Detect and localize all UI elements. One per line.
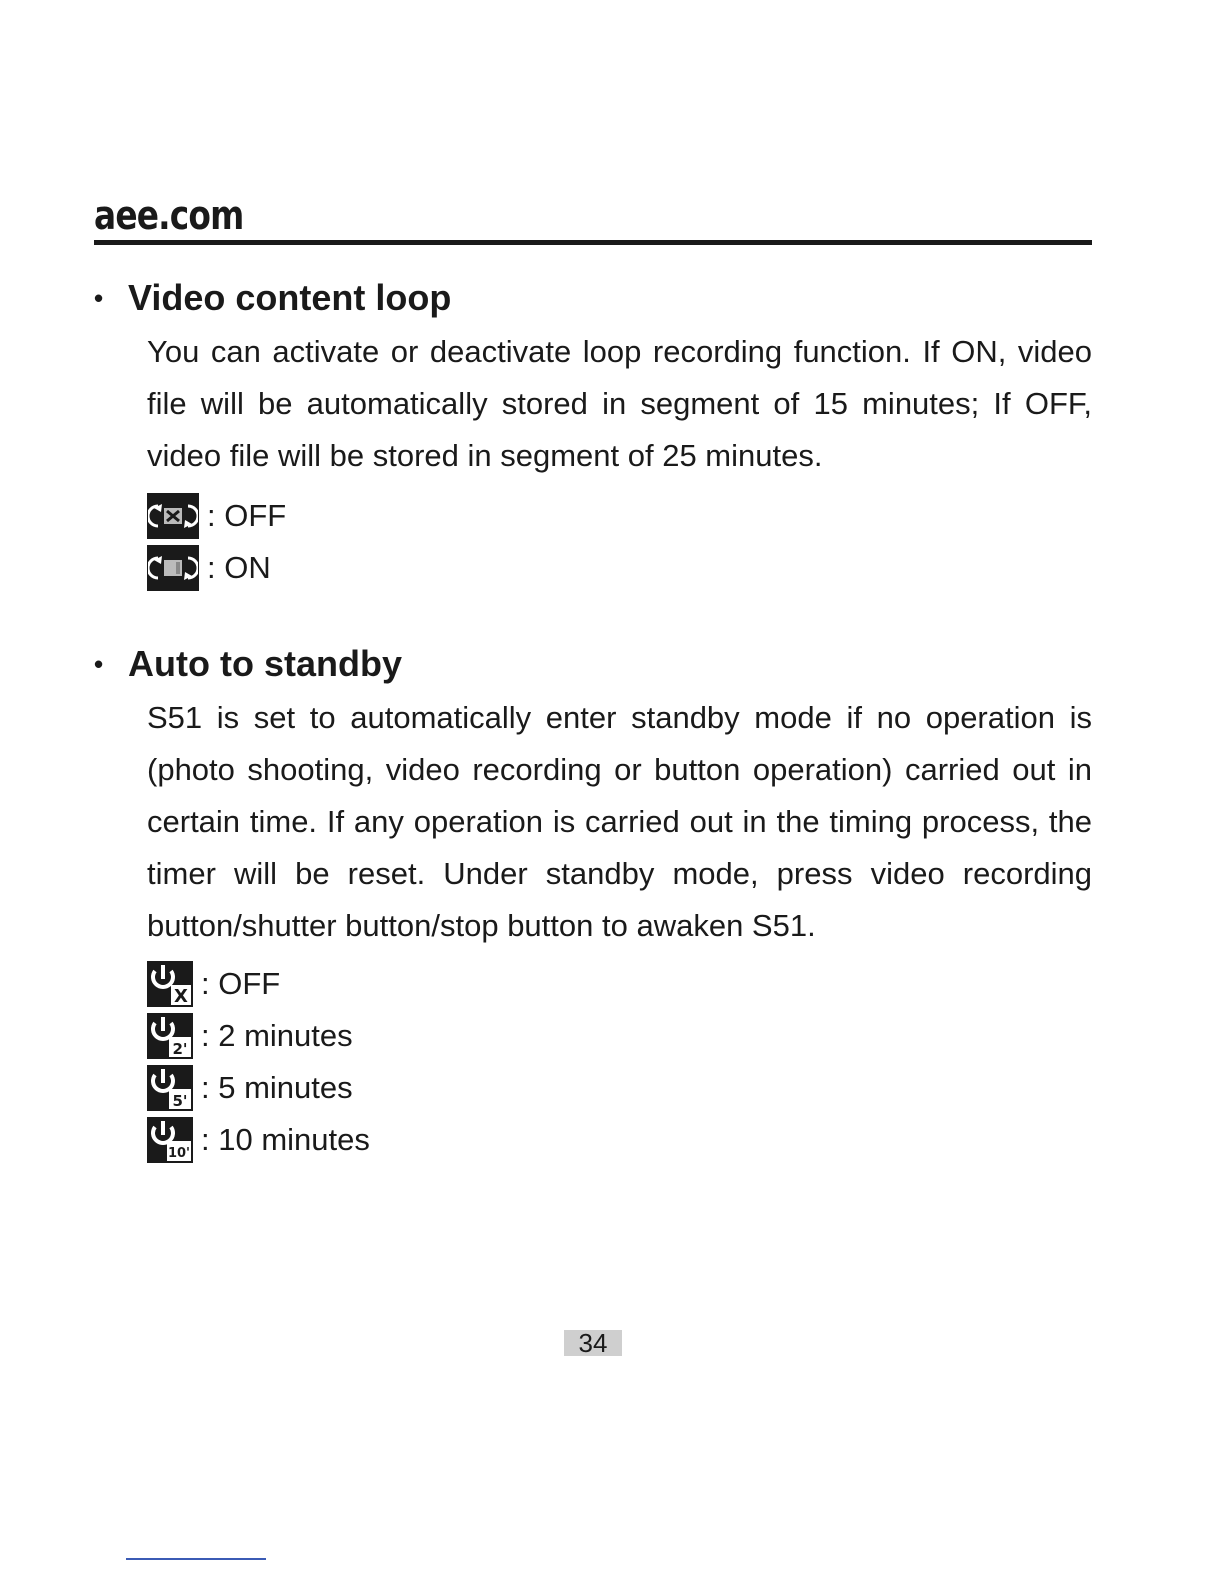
option-row [147, 542, 1092, 594]
option-label: : OFF [201, 966, 281, 1001]
bullet: • [94, 649, 104, 679]
icon-badge: 5' [172, 1092, 188, 1110]
icon-badge: 2' [172, 1040, 188, 1058]
icon-badge: 10' [167, 1146, 191, 1161]
option-row [147, 1062, 1092, 1114]
standby-10min-icon [147, 1117, 193, 1163]
section-video-content-loop [94, 276, 1092, 594]
standby-2min-icon [147, 1013, 193, 1059]
option-label: : OFF [207, 498, 287, 533]
page-number: 34 [564, 1330, 622, 1356]
option-row [147, 490, 1092, 542]
standby-off-icon [147, 961, 193, 1007]
icon-badge: X [174, 986, 188, 1007]
loop-off-icon [147, 493, 199, 539]
option-row [147, 958, 1092, 1010]
section-body: You can activate or deactivate loop recording function. If ON, video file will be automatically stored in segment of 15 minutes; If OFF, video file will be stored in segment of 25 minutes. [147, 334, 1092, 473]
option-label: : 5 minutes [201, 1070, 353, 1105]
section-auto-to-standby [94, 642, 1092, 1166]
footer-rule [126, 1558, 266, 1560]
loop-on-icon [147, 545, 199, 591]
header-rule [94, 240, 1092, 245]
standby-5min-icon [147, 1065, 193, 1111]
option-row [147, 1114, 1092, 1166]
option-row [147, 1010, 1092, 1062]
section-heading [94, 276, 1092, 320]
section-title: Video content loop [128, 277, 452, 318]
section-title: Auto to standby [128, 643, 402, 684]
bullet: • [94, 283, 104, 313]
section-heading [94, 642, 1092, 686]
section-body: S51 is set to automatically enter standby mode if no operation is (photo shooting, video recording or button operation) carried out in certain time. If any operation is carried out in the timing process, the timer will be reset. Under standby mode, press video recording button/shutter button/stop button to awaken S51. [147, 700, 1092, 943]
option-label: : 10 minutes [201, 1122, 370, 1157]
option-label: : ON [207, 550, 271, 585]
option-label: : 2 minutes [201, 1018, 353, 1053]
brand-logo: aee.com [94, 193, 244, 239]
